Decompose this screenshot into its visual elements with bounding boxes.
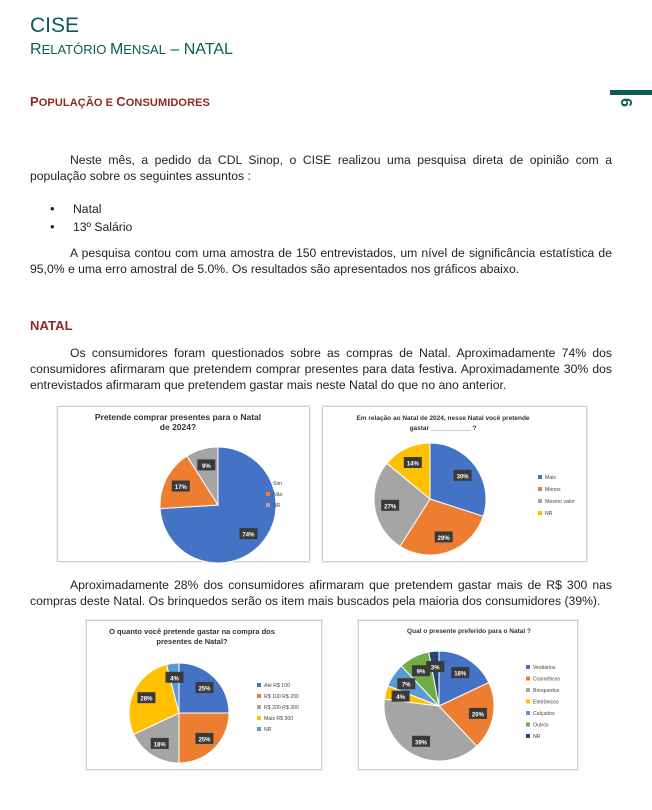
legend-label: Mesmo valor	[545, 499, 575, 505]
list-item: • 13º Salário	[48, 218, 132, 236]
pie-data-label	[195, 682, 213, 693]
intro-paragraph	[30, 152, 612, 184]
legend-label: Brinquedos	[533, 688, 560, 694]
chart-title-line: de 2024?	[159, 422, 197, 432]
pie-data-label	[239, 528, 257, 539]
legend-label: Calçados	[533, 711, 555, 717]
chart-spending-amount	[86, 620, 322, 770]
legend-swatch	[538, 487, 542, 491]
legend-label: Menos	[545, 487, 561, 493]
legend-label: NR	[533, 734, 541, 740]
legend-label: Outros	[533, 722, 549, 729]
legend-swatch	[526, 688, 530, 692]
legend-swatch	[526, 700, 530, 704]
subtitle-natal: NATAL	[183, 41, 233, 58]
pie-data-label-text: 25%	[198, 686, 211, 693]
heading-initial-c: C	[116, 94, 126, 109]
pie-data-label	[151, 738, 169, 749]
heading-initial-p: P	[30, 94, 39, 109]
legend-label: Vestiários	[533, 665, 556, 671]
legend-label: Mais R$ 300	[264, 716, 294, 722]
legend-swatch	[526, 734, 530, 738]
heading-part-2: ONSUMIDORES	[125, 97, 210, 109]
pie-data-label	[195, 733, 213, 744]
legend-label: Sim	[273, 481, 282, 487]
chart-spending-comparison-svg	[323, 407, 588, 563]
chart-title-line: Qual o presente preferido para o Natal ?	[407, 628, 531, 635]
pie-data-label	[469, 708, 487, 719]
pie-data-label	[172, 481, 190, 492]
natal-paragraph-1	[30, 345, 612, 393]
heading-part-1: OPULAÇÃO E	[38, 97, 117, 109]
chart-spending-amount-svg	[87, 621, 323, 771]
pie-data-label-text: 28%	[140, 696, 153, 703]
pie-data-label-text: 9%	[202, 463, 211, 470]
pie-data-label	[426, 661, 444, 672]
pie-data-label-text: 29%	[437, 535, 450, 542]
pie-data-label-text: 39%	[415, 740, 428, 747]
chart-title-line: gastar ___________ ?	[409, 425, 477, 432]
chart-buy-gifts-svg	[58, 407, 311, 563]
legend-swatch	[257, 683, 261, 687]
pie-data-label	[451, 667, 469, 678]
pie-data-label	[165, 672, 183, 683]
pie-data-label	[397, 678, 415, 689]
natal-text-2: Aproximadamente 28% dos consumidores afirmaram que pretendem gastar mais de R$ 300 nas compras deste Natal. Os brinquedos serão os item mais buscados pela maioria dos consumidores (39%).	[30, 578, 612, 608]
pie-data-label-text: 17%	[174, 485, 187, 492]
chart-preferred-gift-svg	[359, 621, 579, 771]
page-number: 6	[617, 98, 634, 107]
legend-swatch	[257, 727, 261, 731]
legend-swatch	[257, 705, 261, 709]
legend-swatch	[538, 511, 542, 515]
pie-data-label-text: 20%	[471, 712, 484, 719]
legend-label: NR	[273, 503, 281, 509]
pie-data-label	[137, 692, 155, 703]
chart-title-line: presentes de Natal?	[156, 637, 228, 646]
legend-label: NR	[545, 511, 553, 517]
legend-label: Até R$ 100	[264, 683, 290, 689]
method-paragraph	[30, 245, 612, 277]
legend-label: Mais	[545, 475, 556, 481]
subtitle-part-2: ENSAL	[123, 42, 166, 57]
legend-swatch	[526, 665, 530, 669]
pie-data-label	[404, 457, 422, 468]
pie-data-label-text: 14%	[406, 461, 419, 468]
legend-swatch	[526, 677, 530, 681]
pie-data-label-text: 27%	[384, 504, 397, 511]
list-item: • Natal	[48, 200, 132, 218]
pie-data-label	[381, 500, 399, 511]
chart-preferred-gift	[358, 620, 578, 770]
legend-swatch	[526, 711, 530, 715]
pie-data-label-text: 30%	[456, 474, 469, 481]
pie-data-label-text: 25%	[198, 737, 211, 744]
legend-swatch	[266, 481, 270, 485]
pie-data-label	[197, 459, 215, 470]
pie-data-label	[454, 470, 472, 481]
section-heading-natal: NATAL	[30, 318, 73, 333]
subtitle-dash: –	[165, 41, 184, 58]
pie-data-label-text: 3%	[430, 665, 440, 672]
legend-label: NR	[264, 727, 272, 733]
pie-data-label-text: 18%	[454, 671, 467, 678]
legend-swatch	[526, 723, 530, 727]
pie-data-label	[412, 736, 430, 747]
natal-paragraph-2	[30, 577, 612, 609]
legend-label: Cosméticos	[533, 676, 561, 683]
pie-data-label-text: 4%	[170, 676, 179, 683]
chart-title-line: Pretende comprar presentes para o Natal	[94, 412, 262, 422]
subtitle-part-1: ELATÓRIO	[41, 42, 110, 57]
legend-swatch	[257, 694, 261, 698]
legend-swatch	[538, 499, 542, 503]
chart-spending-comparison	[322, 406, 587, 562]
chart-buy-gifts	[57, 406, 310, 562]
section-heading-population	[30, 94, 210, 109]
intro-text: Neste mês, a pedido da CDL Sinop, o CISE realizou uma pesquisa direta de opinião com a população sobre os seguintes assuntos :	[30, 153, 612, 183]
subtitle-initial-m: M	[109, 41, 124, 58]
pie-data-label	[435, 531, 453, 542]
document-subtitle	[30, 41, 233, 59]
pie-data-label-text: 74%	[242, 532, 255, 539]
pie-data-label-text: 18%	[153, 742, 166, 749]
legend-label: R$ 100 R$ 200	[264, 694, 299, 700]
subtitle-initial-r: R	[30, 41, 42, 58]
pie-data-label	[392, 691, 410, 702]
pie-data-label-text: 7%	[401, 682, 411, 689]
legend-label: Eletrônicos	[533, 699, 559, 706]
pie-data-label-text: 4%	[396, 695, 405, 702]
chart-title-line: Em relação ao Natal de 2024, nesse Natal você pretende	[356, 415, 530, 422]
legend-swatch	[257, 716, 261, 720]
legend-swatch	[266, 503, 270, 507]
chart-title-line: O quanto você pretende gastar na compra dos	[109, 627, 275, 636]
legend-label: Não	[273, 492, 283, 498]
pie-data-label-text: 9%	[416, 669, 426, 676]
topics-list	[48, 200, 132, 236]
legend-swatch	[266, 492, 270, 496]
document-title: CISE	[30, 14, 80, 37]
legend-swatch	[538, 475, 542, 479]
natal-text-1: Os consumidores foram questionados sobre as compras de Natal. Aproximadamente 74% dos consumidores afirmaram que pretendem comprar presentes para data festiva. Aproximadamente 30% dos entrevistados afirmaram que pretendem gastar mais neste Natal do que no ano anterior.	[30, 346, 612, 392]
method-text: A pesquisa contou com uma amostra de 150 entrevistados, um nível de significância estatística de 95,0% e uma erro amostral de 5.0%. Os resultados são apresentados nos gráficos abaixo.	[30, 246, 612, 276]
page-tab-marker	[610, 90, 652, 95]
legend-label: R$ 200 R$ 300	[264, 705, 299, 711]
